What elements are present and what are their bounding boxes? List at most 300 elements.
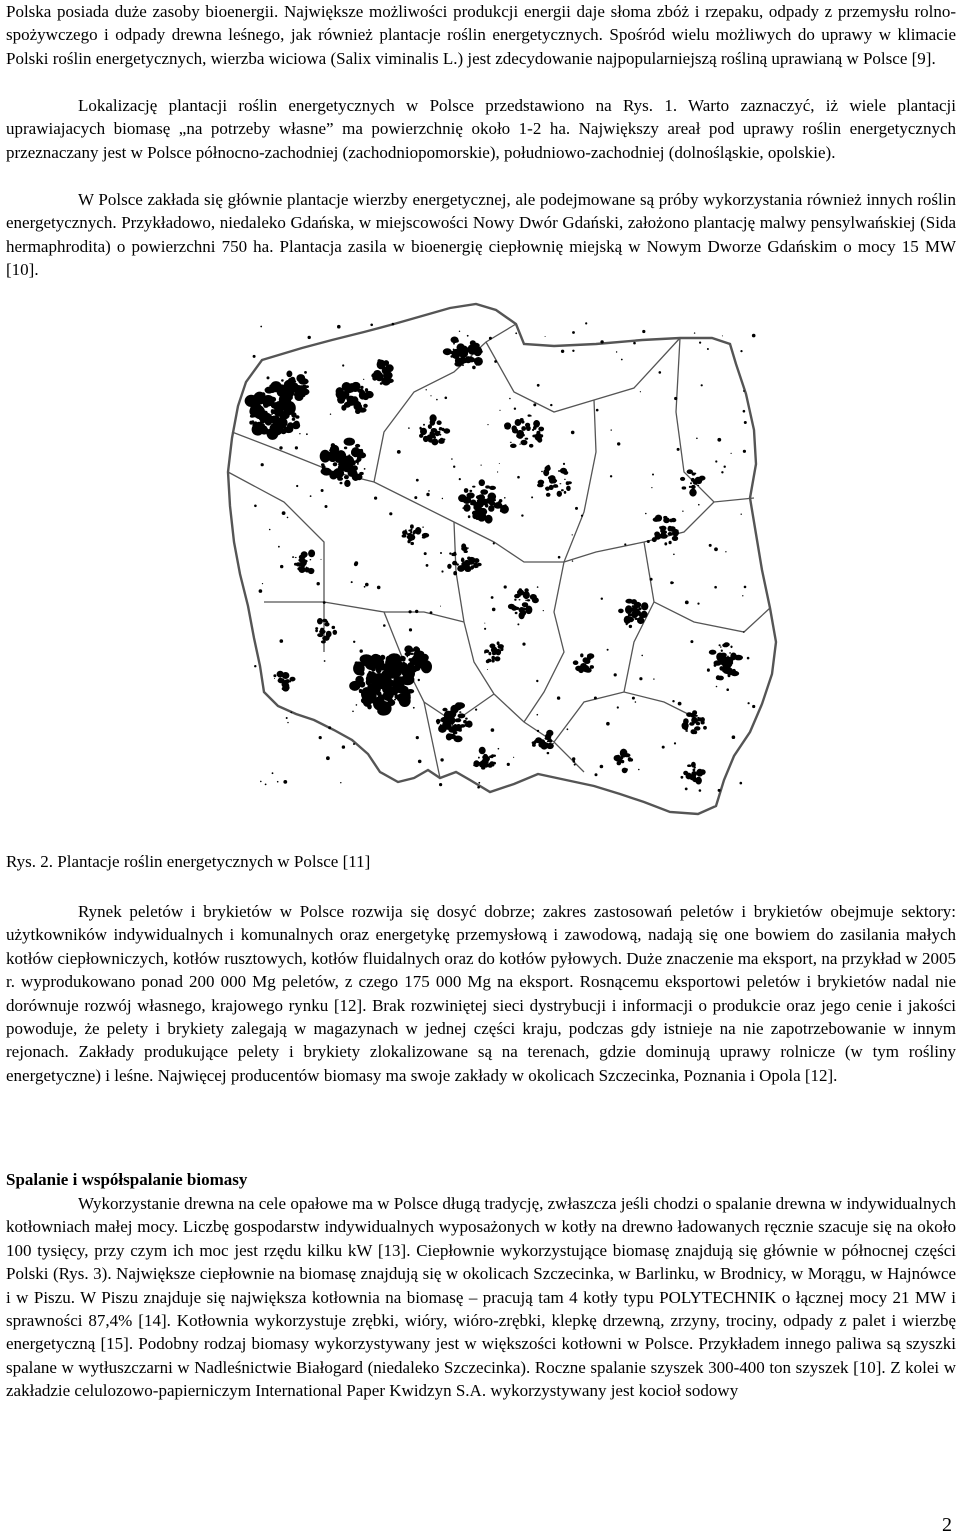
plantation-blob xyxy=(672,536,678,541)
plantation-speck xyxy=(709,544,712,547)
plantation-blob xyxy=(344,480,350,487)
plantation-speck xyxy=(517,476,520,479)
plantation-blob xyxy=(701,721,705,725)
plantation-blob xyxy=(548,476,553,479)
plantation-speck xyxy=(408,427,410,429)
plantation-blob xyxy=(278,678,285,683)
plantation-speck xyxy=(752,705,755,708)
plantation-speck xyxy=(514,408,516,410)
plantation-speck xyxy=(418,679,420,681)
plantation-speck xyxy=(489,337,492,340)
plantation-speck xyxy=(629,625,632,628)
plantation-blob xyxy=(340,482,343,485)
plantation-speck xyxy=(718,789,721,792)
plantation-speck xyxy=(326,756,330,760)
plantation-blob xyxy=(641,602,648,610)
plantation-blob xyxy=(359,671,365,676)
plantation-speck xyxy=(731,453,732,454)
plantation-blob xyxy=(625,599,633,604)
intro-paragraph-2: Lokalizację plantacji roślin energetycznych w Polsce przedstawiono na Rys. 1. Warto zaznaczyć, iż wiele plantacji uprawiajacych biomasę „na potrzeby własne” ma powierzchnię około 1-2 ha. Największy areał pod uprawy roślin energetycznych przeznaczany jest w Polsce północno-zachodniej (zachodniopomorskie), południowo-zachodniej (dolnośląskie, opolskie). xyxy=(6,96,956,162)
plantation-blob xyxy=(364,660,369,665)
plantation-blob xyxy=(580,666,582,668)
plantation-blob xyxy=(465,718,468,720)
plantation-blob xyxy=(631,619,634,621)
plantation-speck xyxy=(445,397,448,400)
plantation-blob xyxy=(268,397,275,401)
plantation-blob xyxy=(383,667,388,671)
plantation-blob xyxy=(460,346,469,356)
plantation-speck xyxy=(259,589,263,593)
plantation-speck xyxy=(673,554,675,556)
plantation-blob xyxy=(371,663,377,668)
plantation-speck xyxy=(531,496,533,498)
plantation-speck xyxy=(475,709,477,711)
plantation-blob xyxy=(470,503,474,506)
plantation-blob xyxy=(517,431,524,439)
plantation-speck xyxy=(652,474,654,476)
plantation-speck xyxy=(600,340,603,343)
plantation-speck xyxy=(416,736,419,739)
plantation-blob xyxy=(301,551,308,557)
plantation-blob xyxy=(657,515,661,519)
plantation-blob xyxy=(443,348,452,355)
plantation-blob xyxy=(264,404,267,407)
plantation-speck xyxy=(481,465,482,466)
plantation-blob xyxy=(315,627,318,630)
region-border xyxy=(454,522,494,694)
plantation-blob xyxy=(690,713,695,718)
plantation-blob xyxy=(333,630,338,635)
plantation-blob xyxy=(527,599,530,601)
plantation-speck xyxy=(440,758,443,761)
plantation-blob xyxy=(438,431,440,434)
plantation-blob xyxy=(480,760,487,766)
plantation-speck xyxy=(453,466,455,468)
plantation-blob xyxy=(295,557,297,558)
plantation-blob xyxy=(451,337,459,344)
plantation-speck xyxy=(262,583,263,584)
plantation-blob xyxy=(281,379,284,381)
plantation-blob xyxy=(303,568,306,571)
plantation-blob xyxy=(521,426,526,431)
plantation-blob xyxy=(391,676,395,679)
plantation-speck xyxy=(363,379,364,380)
plantation-speck xyxy=(740,782,743,785)
plantation-speck xyxy=(492,608,496,612)
plantation-blob xyxy=(510,444,517,448)
plantation-speck xyxy=(377,586,381,590)
plantation-blob xyxy=(471,343,479,349)
plantation-blob xyxy=(468,557,475,562)
plantation-speck xyxy=(624,543,626,545)
plantation-speck xyxy=(741,514,742,515)
plantation-blob xyxy=(348,454,350,456)
plantation-blob xyxy=(451,553,454,556)
plantation-blob xyxy=(333,462,338,466)
plantation-speck xyxy=(321,489,324,492)
plantation-speck xyxy=(426,493,429,496)
plantation-speck xyxy=(670,581,673,584)
plantation-speck xyxy=(261,463,264,466)
plantation-blob xyxy=(682,724,687,727)
plantation-blob xyxy=(284,382,287,384)
plantation-blob xyxy=(500,505,509,514)
plantation-blob xyxy=(530,594,537,600)
plantation-speck xyxy=(525,600,527,602)
plantation-blob xyxy=(511,606,517,611)
plantation-blob xyxy=(526,426,531,431)
plantation-blob xyxy=(335,470,340,474)
plantation-blob xyxy=(344,475,349,479)
plantation-speck xyxy=(441,570,443,572)
plantation-blob xyxy=(583,664,586,667)
plantation-speck xyxy=(374,497,377,500)
plantation-speck xyxy=(491,728,495,732)
plantation-blob xyxy=(317,618,323,624)
plantation-blob xyxy=(496,649,502,656)
plantation-blob xyxy=(522,614,525,617)
plantation-speck xyxy=(720,646,722,648)
plantation-blob xyxy=(404,660,406,661)
plantation-blob xyxy=(295,415,299,419)
plantation-blob xyxy=(353,385,360,390)
plantation-blob xyxy=(455,702,463,710)
plantation-speck xyxy=(572,757,575,760)
plantation-speck xyxy=(459,478,461,480)
plantation-blob xyxy=(637,617,644,624)
plantation-speck xyxy=(561,350,564,353)
plantation-speck xyxy=(638,769,640,771)
plantation-blob xyxy=(413,655,422,662)
poland-outline xyxy=(228,304,776,814)
plantation-blob xyxy=(668,532,673,536)
plantation-speck xyxy=(355,661,359,665)
plantation-blob xyxy=(388,684,390,686)
plantation-speck xyxy=(290,712,292,714)
plantation-blob xyxy=(669,541,672,545)
plantation-blob xyxy=(277,671,284,678)
plantation-blob xyxy=(515,612,518,614)
plantation-speck xyxy=(472,366,476,370)
plantation-speck xyxy=(254,505,257,508)
plantation-speck xyxy=(522,643,525,646)
plantation-speck xyxy=(493,542,495,544)
plantation-blob xyxy=(563,471,568,475)
plantation-speck xyxy=(521,514,523,516)
plantation-speck xyxy=(617,706,619,708)
plantation-blob xyxy=(380,382,383,385)
plantation-blob xyxy=(332,626,336,629)
plantation-speck xyxy=(398,660,399,661)
plantation-blob xyxy=(344,438,355,446)
plantation-blob xyxy=(473,760,479,767)
plantation-speck xyxy=(254,665,256,667)
plantation-blob xyxy=(376,691,381,696)
plantation-speck xyxy=(494,360,497,363)
plantation-speck xyxy=(414,496,417,499)
plantation-blob xyxy=(408,530,411,532)
plantation-speck xyxy=(370,324,373,327)
plantation-blob xyxy=(693,730,697,734)
plantation-blob xyxy=(564,491,567,494)
plantation-blob xyxy=(455,357,461,364)
plantation-blob xyxy=(464,488,469,493)
plantation-blob xyxy=(491,659,494,663)
plantation-blob xyxy=(370,696,374,700)
plantation-speck xyxy=(325,505,328,508)
plantation-speck xyxy=(265,784,267,786)
plantation-blob xyxy=(580,653,583,657)
plantation-speck xyxy=(415,610,418,613)
plantation-blob xyxy=(423,424,425,426)
plantation-blob xyxy=(365,388,368,392)
plantation-blob xyxy=(519,599,521,600)
plantation-speck xyxy=(342,745,345,748)
plantation-speck xyxy=(499,410,500,411)
plantation-speck xyxy=(533,403,536,406)
plantation-speck xyxy=(714,586,717,589)
plantation-blob xyxy=(654,532,660,537)
plantation-speck xyxy=(595,773,598,776)
plantation-blob xyxy=(325,621,328,624)
plantation-blob xyxy=(458,494,467,502)
plantation-speck xyxy=(662,746,665,749)
plantation-blob xyxy=(351,449,357,456)
plantation-speck xyxy=(497,471,498,472)
plantation-speck xyxy=(479,503,481,505)
plantation-blob xyxy=(453,349,455,351)
plantation-blob xyxy=(325,635,330,639)
plantation-speck xyxy=(330,414,331,415)
plantation-speck xyxy=(659,371,662,374)
plantation-blob xyxy=(457,565,465,572)
plantation-speck xyxy=(392,323,395,326)
plantation-speck xyxy=(273,674,276,677)
plantation-blob xyxy=(626,768,628,771)
plantation-speck xyxy=(436,399,438,401)
plantation-blob xyxy=(485,504,489,508)
plantation-blob xyxy=(719,644,721,646)
plantation-blob xyxy=(344,402,351,408)
plantation-speck xyxy=(295,446,298,449)
plantation-speck xyxy=(647,540,650,543)
plantation-speck xyxy=(337,325,341,329)
plantation-blob xyxy=(537,483,544,487)
plantation-speck xyxy=(724,466,726,468)
plantation-blob xyxy=(461,546,467,551)
plantation-blob xyxy=(469,490,472,492)
plantation-speck xyxy=(672,700,674,702)
plantation-blob xyxy=(449,727,454,732)
plantation-blob xyxy=(561,489,564,491)
plantation-blob xyxy=(321,628,323,629)
plantation-speck xyxy=(428,490,430,492)
plantation-blob xyxy=(360,386,363,389)
plantation-blob xyxy=(437,420,442,425)
plantation-blob xyxy=(380,685,384,689)
plantation-speck xyxy=(681,776,684,779)
plantation-blob xyxy=(377,680,384,685)
plantation-blob xyxy=(463,720,467,724)
plantation-blob xyxy=(683,771,688,776)
plantation-blob xyxy=(292,556,294,558)
plantation-speck xyxy=(743,450,746,453)
plantation-blob xyxy=(514,599,516,601)
plantation-speck xyxy=(614,673,617,676)
plantation-blob xyxy=(687,469,693,474)
plantation-blob xyxy=(346,396,355,402)
plantation-blob xyxy=(467,335,469,337)
plantation-blob xyxy=(419,434,423,438)
plantation-blob xyxy=(488,495,496,503)
plantation-blob xyxy=(377,360,386,370)
plantation-speck xyxy=(389,512,392,515)
plantation-blob xyxy=(283,409,289,413)
intro-paragraph-3: W Polsce zakłada się głównie plantacje wierzby energetycznej, ale podejmowane są próby wykorzystania również innych roślin energetycznych. Przykładowo, niedaleko Gdańska, w miejscowości Nowy Dwór Gdański, założono plantację malwy pensylwańskiej (Sida hermaphrodita) o powierzchni 750 ha. Plantacja zasila w bioenergię ciepłownię miejską w Nowym Dworze Gdańskim o mocy 15 MW [10]. xyxy=(6,190,956,280)
plantation-speck xyxy=(260,781,262,783)
plantation-speck xyxy=(744,421,747,424)
plantation-blob xyxy=(344,447,347,450)
plantation-blob xyxy=(491,756,494,758)
plantation-speck xyxy=(715,460,717,462)
plantation-speck xyxy=(572,534,573,535)
region-border xyxy=(564,502,714,562)
plantation-blob xyxy=(689,489,696,497)
plantation-speck xyxy=(504,497,506,499)
plantation-blob xyxy=(442,438,445,440)
plantation-blob xyxy=(583,657,589,663)
plantation-speck xyxy=(743,410,746,413)
plantation-speck xyxy=(278,406,281,409)
plantation-speck xyxy=(651,487,652,488)
region-border xyxy=(494,694,584,772)
plantation-speck xyxy=(272,772,274,774)
plantation-blob xyxy=(730,646,732,649)
plantation-blob xyxy=(476,505,478,507)
plantation-speck xyxy=(674,742,676,744)
plantation-blob xyxy=(255,423,261,427)
plantation-speck xyxy=(678,702,682,706)
plantation-speck xyxy=(397,450,401,454)
plantation-blob xyxy=(355,459,360,463)
plantation-blob xyxy=(355,444,360,448)
plantation-blob xyxy=(296,374,305,382)
plantation-speck xyxy=(543,610,544,611)
plantation-speck xyxy=(743,631,745,633)
plantation-speck xyxy=(699,342,701,344)
plantation-blob xyxy=(465,356,472,363)
plantation-blob xyxy=(662,530,667,534)
plantation-blob xyxy=(719,666,723,671)
plantation-speck xyxy=(462,507,464,509)
plantation-speck xyxy=(575,507,578,510)
plantation-blob xyxy=(478,350,483,354)
plantation-blob xyxy=(464,723,469,727)
plantation-speck xyxy=(752,334,756,338)
region-border xyxy=(374,324,516,482)
plantation-blob xyxy=(721,650,723,652)
plantation-blob xyxy=(532,435,537,438)
plantation-blob xyxy=(373,691,376,693)
plantation-blob xyxy=(453,731,458,734)
plantation-blob xyxy=(682,486,687,489)
plantation-blob xyxy=(546,730,553,737)
plantation-blob xyxy=(680,477,685,481)
plantation-speck xyxy=(484,623,485,624)
plantation-blob xyxy=(729,652,731,653)
plantation-speck xyxy=(278,546,280,548)
plantation-blob xyxy=(402,670,413,677)
plantation-speck xyxy=(557,696,560,699)
plantation-blob xyxy=(271,410,277,414)
plantation-speck xyxy=(596,409,599,412)
plantation-speck xyxy=(732,735,736,739)
plantation-blob xyxy=(430,431,434,436)
plantation-blob xyxy=(541,471,543,472)
plantation-speck xyxy=(409,628,412,631)
plantation-speck xyxy=(513,757,514,758)
plantation-blob xyxy=(282,685,289,692)
plantation-speck xyxy=(351,581,353,583)
plantation-speck xyxy=(365,583,369,587)
plantation-blob xyxy=(386,370,390,374)
plantation-speck xyxy=(677,448,680,451)
region-border xyxy=(554,692,704,742)
plantation-blob xyxy=(392,680,404,692)
plantation-blob xyxy=(360,449,363,452)
plantation-blob xyxy=(474,357,483,366)
plantation-blob xyxy=(308,568,315,574)
plantation-blob xyxy=(566,486,571,491)
plantation-blob xyxy=(510,442,512,443)
plantation-blob xyxy=(262,413,272,420)
plantation-blob xyxy=(348,403,350,405)
plantation-blob xyxy=(696,722,700,725)
plantation-speck xyxy=(353,743,355,745)
plantation-speck xyxy=(639,677,642,680)
plantation-blob xyxy=(304,560,308,563)
plantation-blob xyxy=(528,414,531,416)
plantation-speck xyxy=(717,438,721,442)
plantation-speck xyxy=(722,335,723,336)
plantation-speck xyxy=(748,702,750,704)
plantation-blob xyxy=(453,736,462,743)
plantation-blob xyxy=(707,668,710,671)
plantation-blob xyxy=(621,760,625,763)
plantation-blob xyxy=(585,668,592,673)
plantation-speck xyxy=(409,610,412,613)
plantation-speck xyxy=(499,463,500,464)
plantation-blob xyxy=(692,487,695,489)
plantation-speck xyxy=(694,332,695,333)
plantation-speck xyxy=(507,763,510,766)
plantation-speck xyxy=(306,433,308,435)
plantation-speck xyxy=(600,765,604,769)
plantation-blob xyxy=(430,419,436,425)
region-border xyxy=(384,612,464,622)
plantation-speck xyxy=(500,510,503,513)
plantation-speck xyxy=(725,551,726,552)
plantation-blob xyxy=(321,468,332,476)
region-border xyxy=(424,702,440,778)
plantation-blob xyxy=(546,493,551,497)
plantation-blob xyxy=(547,752,550,754)
plantation-blob xyxy=(315,629,318,632)
plantation-speck xyxy=(724,662,728,666)
plantation-blob xyxy=(723,642,729,646)
plantation-speck xyxy=(356,704,358,706)
plantation-speck xyxy=(342,364,344,366)
